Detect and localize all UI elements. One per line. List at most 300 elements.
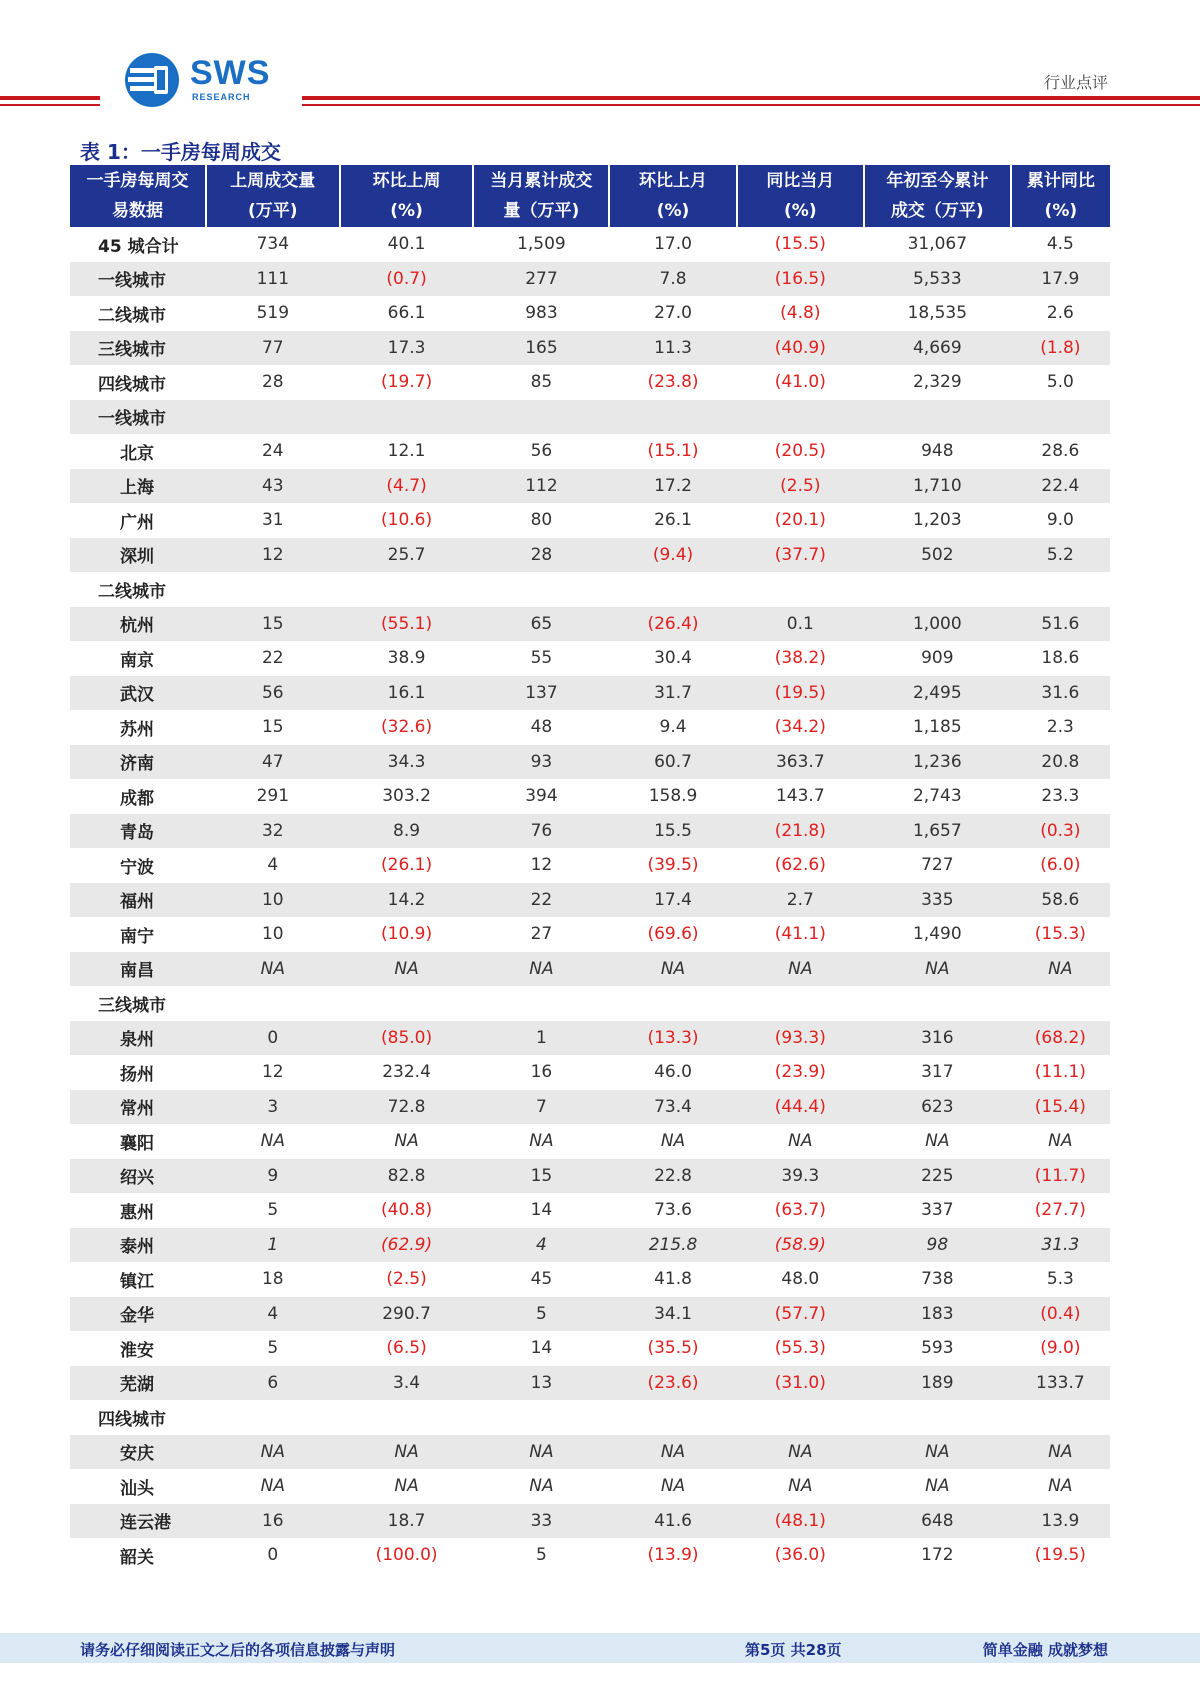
table-cell: 18.7 <box>340 1504 474 1539</box>
row-label: 福州 <box>70 883 206 918</box>
table-cell: 22 <box>473 883 609 918</box>
table-cell: 5.0 <box>1046 372 1074 393</box>
table-cell: 948 <box>921 441 954 462</box>
table-cell: (9.4) <box>609 538 736 573</box>
table-cell: 73.4 <box>609 1090 736 1125</box>
row-label: 深圳 <box>70 538 206 573</box>
row-label: 绍兴 <box>70 1159 206 1194</box>
table-cell: (100.0) <box>375 1545 438 1566</box>
table-cell: 1,236 <box>864 745 1011 780</box>
table-cell <box>1011 572 1110 607</box>
table-row <box>70 1124 1110 1159</box>
table-cell: 4 <box>267 855 279 876</box>
table-row <box>70 883 1110 918</box>
table-cell: 13 <box>473 1366 609 1401</box>
table-cell: 2.7 <box>737 883 864 918</box>
table-cell: 727 <box>921 855 954 876</box>
table-cell: 2,495 <box>864 676 1011 711</box>
table-cell: 18.6 <box>1041 648 1080 669</box>
table-cell: 28 <box>261 372 284 393</box>
table-cell: 5.2 <box>1011 538 1110 573</box>
table-row <box>70 1504 1110 1539</box>
table-row <box>70 538 1110 573</box>
table-cell: 48.0 <box>781 1269 820 1290</box>
col-header-line1: 当月累计成交 <box>490 171 593 191</box>
table-cell: 27 <box>530 924 553 945</box>
table-cell: (15.4) <box>1011 1090 1110 1125</box>
table-cell: 85 <box>530 372 553 393</box>
table-cell: 48 <box>530 717 553 738</box>
table-cell: 7.8 <box>609 262 736 297</box>
table-cell: NA <box>925 1131 950 1152</box>
col-header <box>206 165 340 227</box>
table-cell <box>206 400 340 435</box>
table-cell: NA <box>609 1435 736 1470</box>
table-cell: 1,509 <box>517 234 566 255</box>
row-label: 上海 <box>70 469 206 504</box>
table-row <box>70 1331 1110 1366</box>
row-label: 三线城市 <box>70 331 206 366</box>
col-header-line2: 成交（万平) <box>890 201 984 221</box>
table-cell <box>206 986 340 1021</box>
row-label: 北京 <box>120 443 154 464</box>
header-rule-right <box>302 96 1200 100</box>
table-cell: 5 <box>267 1200 279 1221</box>
table-cell: 9.0 <box>1046 510 1074 531</box>
table-cell: 56 <box>530 441 553 462</box>
table-cell: (37.7) <box>737 538 864 573</box>
row-label: 惠州 <box>120 1202 154 1223</box>
table-row <box>70 641 1110 676</box>
table-body <box>70 227 1110 1573</box>
table-row <box>70 917 1110 952</box>
table-cell: (58.9) <box>737 1228 864 1263</box>
table-cell: (13.9) <box>647 1545 699 1566</box>
row-label: 金华 <box>70 1297 206 1332</box>
sws-globe-icon <box>124 52 180 108</box>
table-cell: (10.6) <box>381 510 433 531</box>
table-cell: (9.0) <box>1040 1338 1081 1359</box>
table-cell: (55.3) <box>774 1338 826 1359</box>
table-cell: 7 <box>473 1090 609 1125</box>
table-cell: 60.7 <box>609 745 736 780</box>
table-row <box>70 262 1110 297</box>
table-cell: 66.1 <box>387 303 426 324</box>
row-label: 南昌 <box>70 952 206 987</box>
table-cell: (44.4) <box>737 1090 864 1125</box>
table-cell: 172 <box>921 1545 954 1566</box>
table-cell: 58.6 <box>1011 883 1110 918</box>
table-cell: 734 <box>256 234 290 255</box>
table-cell: (38.2) <box>774 648 826 669</box>
col-header-line2: (%) <box>390 201 423 221</box>
table-cell: 158.9 <box>648 786 698 807</box>
table-cell: NA <box>206 952 340 987</box>
table-row <box>70 365 1110 400</box>
table-cell: 137 <box>473 676 609 711</box>
table-row <box>70 814 1110 849</box>
table-cell: (63.7) <box>774 1200 826 1221</box>
table-row <box>70 779 1110 814</box>
table-row <box>70 469 1110 504</box>
table-cell <box>864 986 1011 1021</box>
table-cell <box>473 572 609 607</box>
logo-subtext: RESEARCH <box>192 92 251 102</box>
table-cell: 15.5 <box>609 814 736 849</box>
table-cell: 133.7 <box>1011 1366 1110 1401</box>
table-title: 表 1：一手房每周成交 <box>80 140 281 164</box>
table-row <box>70 1366 1110 1401</box>
col-header <box>609 165 736 227</box>
table-cell <box>473 400 609 435</box>
table-cell: (62.6) <box>774 855 826 876</box>
col-header-line1: 一手房每周交 <box>86 171 189 191</box>
table-row <box>70 400 1110 435</box>
table-cell: 1,490 <box>912 924 962 945</box>
row-label: 宁波 <box>120 857 154 878</box>
row-label: 一线城市 <box>70 400 206 435</box>
table-cell: 15 <box>473 1159 609 1194</box>
table-cell: 0 <box>267 1545 279 1566</box>
col-header-line2: 量（万平) <box>503 201 580 221</box>
table-cell: 10 <box>261 924 284 945</box>
table-cell: (4.8) <box>780 303 821 324</box>
table-cell: 82.8 <box>340 1159 474 1194</box>
table-row <box>70 1090 1110 1125</box>
table-cell: (20.1) <box>774 510 826 531</box>
table-cell: 648 <box>864 1504 1011 1539</box>
table-cell: (40.9) <box>737 331 864 366</box>
table-cell: 165 <box>473 331 609 366</box>
table-cell: 2.3 <box>1046 717 1074 738</box>
table-cell: (15.5) <box>774 234 826 255</box>
col-header-line1: 上周成交量 <box>230 171 316 191</box>
row-label: 成都 <box>120 788 154 809</box>
table-cell: (4.7) <box>340 469 474 504</box>
row-label: 连云港 <box>70 1504 206 1539</box>
table-cell: 28 <box>473 538 609 573</box>
table-cell: 143.7 <box>775 786 825 807</box>
table-cell: 623 <box>864 1090 1011 1125</box>
table-cell: (40.8) <box>381 1200 433 1221</box>
row-label: 45 城合计 <box>98 236 179 257</box>
row-label: 二线城市 <box>98 305 166 326</box>
table-cell: 303.2 <box>382 786 431 807</box>
table-cell: 290.7 <box>340 1297 474 1332</box>
table-cell: 1 <box>473 1021 609 1056</box>
table-cell: 17.3 <box>340 331 474 366</box>
col-header-line1: 同比当月 <box>766 171 835 191</box>
table-cell: (55.1) <box>340 607 474 642</box>
table-cell: (11.7) <box>1011 1159 1110 1194</box>
header-rule-left <box>0 96 100 100</box>
table-row <box>70 1021 1110 1056</box>
table-cell: 5.3 <box>1046 1269 1074 1290</box>
sws-logo <box>124 52 284 110</box>
table-cell <box>340 986 474 1021</box>
table-cell: 46.0 <box>654 1062 692 1083</box>
row-label: 四线城市 <box>98 1409 166 1430</box>
col-header <box>70 165 206 227</box>
table-cell <box>1011 1400 1110 1435</box>
table-cell: (6.5) <box>386 1338 427 1359</box>
table-cell: (62.9) <box>340 1228 474 1263</box>
col-header <box>473 165 609 227</box>
table-cell <box>864 1400 1011 1435</box>
row-label: 杭州 <box>70 607 206 642</box>
table-cell: 215.8 <box>609 1228 736 1263</box>
table-cell: 18,535 <box>907 303 968 324</box>
table-cell: 9 <box>206 1159 340 1194</box>
table-cell <box>737 400 864 435</box>
table-cell: 41.6 <box>609 1504 736 1539</box>
table-cell: 41.8 <box>654 1269 692 1290</box>
table-cell: NA <box>473 1435 609 1470</box>
row-label: 武汉 <box>70 676 206 711</box>
table-cell: NA <box>340 952 474 987</box>
table-cell: 112 <box>473 469 609 504</box>
table-cell: 77 <box>206 331 340 366</box>
table-cell: (11.1) <box>1034 1062 1086 1083</box>
table-cell: NA <box>737 1435 864 1470</box>
table-cell: 22.4 <box>1011 469 1110 504</box>
row-label: 扬州 <box>120 1064 154 1085</box>
table-cell: 4 <box>473 1228 609 1263</box>
table-row <box>70 952 1110 987</box>
table-cell: 291 <box>256 786 290 807</box>
footer-page-number: 第5页 共28页 <box>745 1641 842 1659</box>
row-label: 常州 <box>70 1090 206 1125</box>
table-cell <box>473 1400 609 1435</box>
table-cell: NA <box>609 952 736 987</box>
table-cell: 5 <box>473 1297 609 1332</box>
footer-slogan: 简单金融 成就梦想 <box>982 1641 1108 1659</box>
col-header <box>1011 165 1110 227</box>
row-label: 汕头 <box>120 1478 154 1499</box>
table-row <box>70 676 1110 711</box>
table-cell: (20.5) <box>774 441 826 462</box>
table-cell: 45 <box>530 1269 553 1290</box>
table-cell: 277 <box>473 262 609 297</box>
table-cell: 17.0 <box>654 234 692 255</box>
table-cell: NA <box>260 1131 285 1152</box>
table-cell: NA <box>473 952 609 987</box>
table-cell: 51.6 <box>1011 607 1110 642</box>
table-cell: 56 <box>206 676 340 711</box>
table-row <box>70 1538 1110 1573</box>
table-cell: 14.2 <box>340 883 474 918</box>
table-cell: NA <box>1048 1476 1073 1497</box>
table-cell: 32 <box>206 814 340 849</box>
table-cell: 31.6 <box>1011 676 1110 711</box>
row-label: 一线城市 <box>70 262 206 297</box>
table-cell: (93.3) <box>737 1021 864 1056</box>
row-label: 青岛 <box>70 814 206 849</box>
table-cell: 93 <box>473 745 609 780</box>
table-cell: 26.1 <box>654 510 692 531</box>
table-cell: 20.8 <box>1011 745 1110 780</box>
table-cell: 16.1 <box>340 676 474 711</box>
table-row <box>70 296 1110 331</box>
table-cell: NA <box>925 1476 950 1497</box>
table-cell: (1.8) <box>1011 331 1110 366</box>
table-cell: 4,669 <box>864 331 1011 366</box>
table-cell: 983 <box>525 303 558 324</box>
table-row <box>70 607 1110 642</box>
table-cell: 909 <box>921 648 954 669</box>
report-type-label: 行业点评 <box>1043 73 1108 92</box>
table-cell: (31.0) <box>737 1366 864 1401</box>
table-cell: 2.6 <box>1046 303 1074 324</box>
table-cell: 22.8 <box>609 1159 736 1194</box>
table-cell: (0.7) <box>340 262 474 297</box>
row-label: 泉州 <box>70 1021 206 1056</box>
table-cell: (39.5) <box>647 855 699 876</box>
table-cell: 23.3 <box>1041 786 1080 807</box>
table-cell: 519 <box>256 303 290 324</box>
table-cell: NA <box>206 1435 340 1470</box>
table-cell: 98 <box>864 1228 1011 1263</box>
table-cell: 225 <box>864 1159 1011 1194</box>
table-cell <box>609 986 736 1021</box>
table-cell: 15 <box>261 717 284 738</box>
table-row <box>70 1262 1110 1297</box>
table-cell: 10 <box>206 883 340 918</box>
table-cell: 2,743 <box>912 786 962 807</box>
table-cell: 317 <box>921 1062 954 1083</box>
table-cell: NA <box>788 1131 813 1152</box>
table-cell <box>609 1400 736 1435</box>
table-cell: 4.5 <box>1046 234 1074 255</box>
col-header <box>737 165 864 227</box>
table-cell: NA <box>529 1131 554 1152</box>
table-cell: 47 <box>206 745 340 780</box>
table-cell: 11.3 <box>609 331 736 366</box>
table-cell: 0 <box>206 1021 340 1056</box>
table-cell <box>473 986 609 1021</box>
table-row <box>70 572 1110 607</box>
table-cell: 38.9 <box>387 648 426 669</box>
table-cell: (23.6) <box>609 1366 736 1401</box>
table-cell <box>609 572 736 607</box>
table-cell: (27.7) <box>1034 1200 1086 1221</box>
table-cell: (26.4) <box>609 607 736 642</box>
col-header-line2: 易数据 <box>111 201 163 221</box>
table-row <box>70 1400 1110 1435</box>
table-cell <box>340 1400 474 1435</box>
col-header-line2: (%) <box>1044 201 1078 221</box>
row-label: 南京 <box>120 650 154 671</box>
table-cell: 0.1 <box>737 607 864 642</box>
table-cell: 5,533 <box>864 262 1011 297</box>
table-row <box>70 503 1110 538</box>
table-cell <box>206 572 340 607</box>
table-cell: 31.3 <box>1011 1228 1110 1263</box>
table-cell: 33 <box>473 1504 609 1539</box>
table-cell: 65 <box>473 607 609 642</box>
table-cell: 12.1 <box>387 441 426 462</box>
table-cell: 24 <box>261 441 284 462</box>
table-row <box>70 1297 1110 1332</box>
table-cell <box>340 400 474 435</box>
table-cell: (68.2) <box>1011 1021 1110 1056</box>
table-cell: 15 <box>206 607 340 642</box>
table-cell: 183 <box>864 1297 1011 1332</box>
col-header-line1: 环比上周 <box>372 171 441 191</box>
table-cell: 232.4 <box>382 1062 431 1083</box>
table-cell: 16 <box>206 1504 340 1539</box>
col-header <box>340 165 474 227</box>
table-cell: (10.9) <box>381 924 433 945</box>
table-row <box>70 1159 1110 1194</box>
table-cell: 17.9 <box>1011 262 1110 297</box>
table-cell: 55 <box>530 648 553 669</box>
weekly-transactions-table <box>70 165 1110 1573</box>
table-cell: 17.4 <box>609 883 736 918</box>
table-row <box>70 1435 1110 1470</box>
table-cell: 1,710 <box>864 469 1011 504</box>
table-cell: 394 <box>525 786 558 807</box>
table-cell: 4 <box>206 1297 340 1332</box>
table-cell: (21.8) <box>737 814 864 849</box>
table-cell: NA <box>529 1476 554 1497</box>
table-cell: (48.1) <box>737 1504 864 1539</box>
table-cell: 12 <box>206 538 340 573</box>
table-cell: NA <box>1048 1131 1073 1152</box>
table-cell <box>340 572 474 607</box>
table-cell: 34.3 <box>340 745 474 780</box>
table-cell: 16 <box>530 1062 553 1083</box>
table-cell <box>737 1400 864 1435</box>
table-cell: NA <box>660 1131 686 1152</box>
table-cell: (34.2) <box>774 717 826 738</box>
table-cell: 25.7 <box>340 538 474 573</box>
table-cell: 111 <box>206 262 340 297</box>
table-cell: NA <box>660 1476 686 1497</box>
table-cell: (35.5) <box>647 1338 699 1359</box>
table-cell: (57.7) <box>737 1297 864 1332</box>
table-cell: 738 <box>921 1269 954 1290</box>
table-cell: 31,067 <box>907 234 968 255</box>
table-cell: (23.9) <box>774 1062 826 1083</box>
table-cell <box>737 572 864 607</box>
table-cell: 6 <box>206 1366 340 1401</box>
table-cell: NA <box>394 1131 419 1152</box>
col-header-line2: (%) <box>656 201 690 221</box>
table-cell: 14 <box>530 1200 553 1221</box>
table-cell: NA <box>394 1476 419 1497</box>
table-cell: NA <box>737 952 864 987</box>
col-header-line1: 年初至今累计 <box>886 171 989 191</box>
table-cell: 1 <box>206 1228 340 1263</box>
header-rule-left-thin <box>0 104 100 106</box>
table-row <box>70 227 1110 262</box>
table-cell: (0.3) <box>1011 814 1110 849</box>
table-cell <box>737 986 864 1021</box>
table-cell: 502 <box>864 538 1011 573</box>
table-cell: (6.0) <box>1040 855 1081 876</box>
table-cell: 189 <box>864 1366 1011 1401</box>
table-cell: 9.4 <box>659 717 687 738</box>
table-cell: NA <box>1011 952 1110 987</box>
table-cell: 1,657 <box>864 814 1011 849</box>
row-label: 济南 <box>70 745 206 780</box>
table-cell: (32.6) <box>381 717 433 738</box>
row-label: 安庆 <box>70 1435 206 1470</box>
logo-text: SWS <box>190 54 271 92</box>
col-header-line2: (%) <box>784 201 817 221</box>
table-cell: (13.3) <box>609 1021 736 1056</box>
